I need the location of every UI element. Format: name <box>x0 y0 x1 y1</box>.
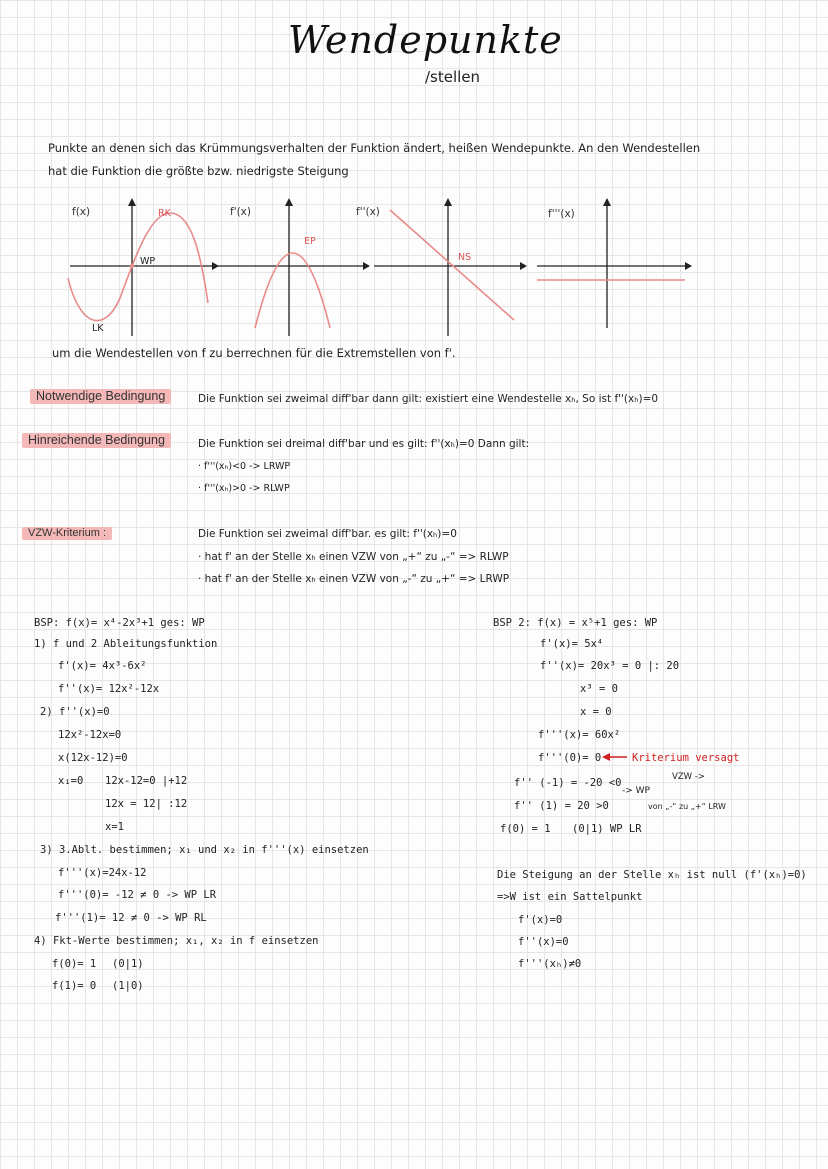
graph-f-tag-wp: WP <box>140 256 156 267</box>
bsp1-v1b: (0|1) <box>112 958 144 970</box>
bsp1-t3: f'''(1)= 12 ≠ 0 -> WP RL <box>55 912 207 924</box>
arrow-left-icon <box>602 752 628 762</box>
graph-f2 <box>372 198 527 338</box>
bsp2-c2: f'' (1) = 20 >0 <box>514 800 609 812</box>
graph-f-label: f(x) <box>72 206 91 218</box>
graph-f-tag-rk: RK <box>158 208 171 219</box>
bsp1-e3b: 12x-12=0 |+12 <box>105 775 188 787</box>
graph-f-tag-lk: LK <box>92 323 104 334</box>
hinreichend-cond-2: · f'''(xₕ)>0 -> RLWP <box>198 483 290 494</box>
bsp1-e5: x=1 <box>105 821 124 833</box>
bsp1-step-4: 4) Fkt-Werte bestimmen; x₁, x₂ in f einsetzen <box>34 935 319 947</box>
bsp1-v1a: f(0)= 1 <box>52 958 97 970</box>
bsp2-head: BSP 2: f(x) = x⁵+1 ges: WP <box>493 617 658 629</box>
bsp1-t1: f'''(x)=24x-12 <box>58 867 147 879</box>
bsp2-s1: Die Steigung an der Stelle xₕ ist null (f'(xₕ)=0) <box>497 869 807 881</box>
bsp2-d5: f'''(x)= 60x² <box>538 729 621 741</box>
vzw-line-2: · hat f' an der Stelle xₕ einen VZW von „-“ zu „+“ => LRWP <box>198 573 510 585</box>
graph-f2-tag-ns: NS <box>458 252 472 263</box>
bsp2-c1: f'' (-1) = -20 <0 <box>514 777 622 789</box>
graph-f1-label: f'(x) <box>230 206 251 218</box>
bsp2-s4: f''(x)=0 <box>518 936 569 948</box>
notwendig-label: Notwendige Bedingung <box>30 389 171 404</box>
bsp2-d1: f'(x)= 5x⁴ <box>540 638 604 650</box>
note-line: um die Wendestellen von f zu berrechnen für die Extremstellen von f'. <box>52 346 456 360</box>
bsp2-fail: Kriterium versagt <box>632 752 740 764</box>
bsp2-c3: f(0) = 1 <box>500 823 551 835</box>
page-subtitle: /stellen <box>425 68 481 86</box>
graph-f1-tag-ep: EP <box>304 236 316 247</box>
bsp2-s5: f'''(xₕ)≠0 <box>518 958 582 970</box>
bsp1-step-1: 1) f und 2 Ableitungsfunktion <box>34 638 218 650</box>
hinreichend-label: Hinreichende Bedingung <box>22 433 171 448</box>
page-title: Wendepunkte <box>288 18 563 62</box>
graph-f <box>40 198 220 338</box>
hinreichend-text: Die Funktion sei dreimal diff'bar und es gilt: f''(xₕ)=0 Dann gilt: <box>198 438 530 450</box>
bsp2-d6: f'''(0)= 0 <box>538 752 602 764</box>
bsp1-step-2: 2) f''(x)=0 <box>40 706 110 718</box>
bsp1-e3a: x₁=0 <box>58 775 84 787</box>
bsp1-e2: x(12x-12)=0 <box>58 752 128 764</box>
vzw-text: Die Funktion sei zweimal diff'bar. es gilt: f''(xₕ)=0 <box>198 528 457 540</box>
graph-f1 <box>215 198 370 338</box>
bsp2-d2: f''(x)= 20x³ = 0 |: 20 <box>540 660 680 672</box>
graph-f3 <box>535 198 695 338</box>
bsp2-c4: (0|1) WP LR <box>572 823 642 835</box>
intro-line-1: Punkte an denen sich das Krümmungsverhalten der Funktion ändert, heißen Wendepunkte. An den Wendestellen <box>48 141 701 155</box>
bsp1-v2b: (1|0) <box>112 980 144 992</box>
bsp1-e1: 12x²-12x=0 <box>58 729 122 741</box>
graph-f3-label: f'''(x) <box>548 208 575 220</box>
bsp1-d2: f''(x)= 12x²-12x <box>58 683 160 695</box>
bsp1-head: BSP: f(x)= x⁴-2x³+1 ges: WP <box>34 617 205 629</box>
bsp2-vzw-2: -> WP <box>622 786 650 796</box>
bsp1-v2a: f(1)= 0 <box>52 980 97 992</box>
intro-line-2: hat die Funktion die größte bzw. niedrigste Steigung <box>48 164 349 178</box>
graph-f2-label: f''(x) <box>356 206 380 218</box>
bsp2-d3: x³ = 0 <box>580 683 618 695</box>
bsp1-e4: 12x = 12| :12 <box>105 798 188 810</box>
bsp1-step-3: 3) 3.Ablt. bestimmen; x₁ und x₂ in f'''(x) einsetzen <box>40 844 369 856</box>
notwendig-text: Die Funktion sei zweimal diff'bar dann gilt: existiert eine Wendestelle xₕ, So ist f''(xₕ)=0 <box>198 393 659 405</box>
bsp2-s3: f'(x)=0 <box>518 914 563 926</box>
bsp2-d4: x = 0 <box>580 706 612 718</box>
vzw-label: VZW-Kriterium : <box>22 527 112 540</box>
bsp1-d1: f'(x)= 4x³-6x² <box>58 660 147 672</box>
vzw-line-1: · hat f' an der Stelle xₕ einen VZW von „+“ zu „-“ => RLWP <box>198 551 509 563</box>
hinreichend-cond-1: · f'''(xₕ)<0 -> LRWP <box>198 461 291 472</box>
bsp2-vzw-1: VZW -> <box>672 772 705 782</box>
bsp2-s2: =>W ist ein Sattelpunkt <box>497 891 643 903</box>
bsp2-vzw-3: von „-“ zu „+“ LRW <box>648 802 726 811</box>
bsp1-t2: f'''(0)= -12 ≠ 0 -> WP LR <box>58 889 217 901</box>
